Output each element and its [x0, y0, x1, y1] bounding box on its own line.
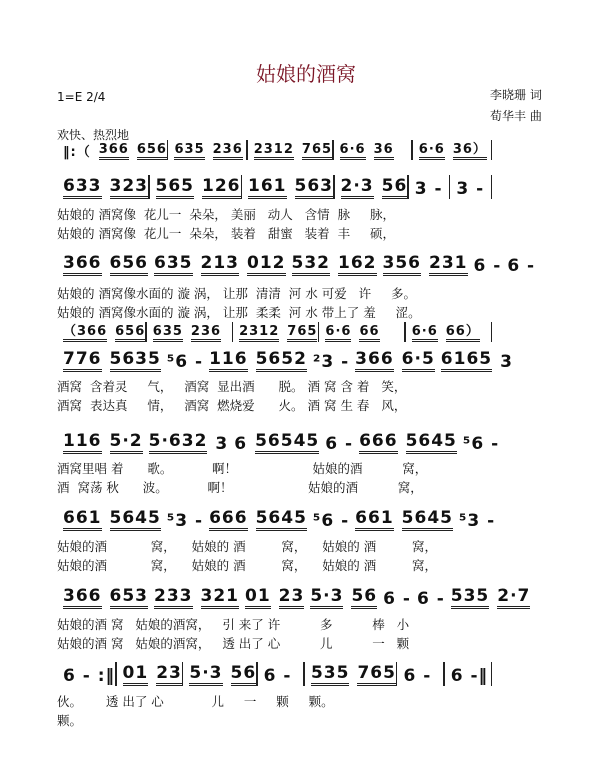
notation-line: [57, 430, 500, 454]
measure: [147, 325, 232, 342]
measure: [242, 178, 333, 199]
measure: [319, 325, 404, 342]
measure: [258, 666, 304, 686]
note-group: 01: [245, 588, 271, 609]
notation-line: [57, 252, 536, 276]
measure: [307, 511, 349, 531]
bar-line: [491, 662, 493, 686]
measure: [57, 510, 161, 531]
note-group: 5645: [406, 433, 457, 454]
note-group: 5·632: [149, 433, 208, 454]
measure: [117, 665, 182, 686]
note-group: 6 -: [263, 666, 292, 686]
note-group: 6 -: [403, 666, 432, 686]
lyric-line: 姑娘的 酒窝像水面的 漩 涡， 让那 清清 河 水 可爱 许 多。: [57, 286, 417, 301]
note-group: 5·3: [189, 665, 222, 686]
notation-line: [57, 175, 492, 199]
note-group: 653: [110, 588, 149, 609]
measure: [148, 255, 286, 276]
note-group: 213: [201, 255, 240, 276]
note-group: 661: [355, 510, 394, 531]
notation-line: [57, 507, 496, 531]
note-group: 6 -: [383, 589, 411, 609]
note-group: 56: [351, 588, 377, 609]
measure: [183, 665, 256, 686]
note-group: 66）: [446, 325, 480, 342]
lyric-line: 姑娘的酒 窝 姑娘的酒窝， 引 来了 许 多 棒 小: [57, 617, 410, 632]
note-group: 56: [382, 178, 408, 199]
time-signature: 2/4: [86, 90, 106, 104]
measure: [57, 141, 167, 160]
measure: [335, 178, 408, 199]
measure: [501, 256, 535, 276]
measure: [409, 179, 449, 199]
note-group: 5645: [110, 510, 161, 531]
note-group: ⁵6 -: [462, 434, 500, 454]
note-group: 6 -: [416, 589, 445, 609]
measure: [203, 510, 307, 531]
measure: [307, 352, 349, 372]
note-group: 236: [213, 143, 243, 160]
measure: [445, 666, 491, 686]
measure: [450, 179, 490, 199]
measure: [233, 325, 318, 342]
note-group: 2·7: [497, 588, 530, 609]
measure: [57, 588, 148, 609]
note-group: 656: [110, 255, 149, 276]
note-group: 6 -‖: [450, 666, 489, 686]
note-group: 656: [137, 143, 167, 160]
note-group: 535: [311, 665, 350, 686]
note-group: 6 - :‖: [63, 666, 116, 686]
key-signature: [57, 90, 105, 104]
measure: [413, 143, 491, 160]
lyric-line: 酒窝 含着灵 气， 酒窝 显出酒 脱。 酒 窝 含 着 笑，: [57, 379, 407, 394]
notation-line: [57, 662, 492, 686]
measure: [305, 665, 396, 686]
measure: [286, 255, 377, 276]
lyric-line: 酒窝里唱 着 歌。 啊！ 姑娘的酒 窝，: [57, 461, 428, 476]
note-group: 6: [234, 434, 248, 454]
note-group: 66: [359, 325, 379, 342]
note-group: 23: [156, 665, 182, 686]
measure: [150, 178, 241, 199]
note-group: 635: [154, 255, 193, 276]
lyric-line: 酒 窝荡 秋 波。 啊！ 姑娘的酒 窝，: [57, 480, 423, 495]
note-group: ⁵3 -: [166, 511, 204, 531]
note-group: 012: [247, 255, 286, 276]
measure: [239, 588, 304, 609]
note-group: ⁵6 -: [166, 352, 204, 372]
measure: [161, 352, 203, 372]
note-group: 36）: [453, 143, 487, 160]
measure: [334, 143, 412, 160]
note-group: 366: [99, 143, 129, 160]
measure: [397, 666, 443, 686]
note-group: （366: [63, 325, 107, 342]
lyric-line: 酒窝 表达真 情， 酒窝 燃烧爱 火。 酒 窝 生 春 风，: [57, 398, 407, 413]
note-group: 565: [156, 178, 195, 199]
note-group: 366: [63, 588, 102, 609]
measure: [57, 666, 115, 686]
measure: [57, 351, 161, 372]
note-group: 5635: [110, 351, 161, 372]
composer: 荀华丰 曲: [490, 109, 542, 123]
note-group: 6 -: [473, 256, 502, 276]
note-group: 6 -: [507, 256, 536, 276]
note-group: 765: [357, 665, 396, 686]
lyric-line: 姑娘的 酒窝像 花儿一 朵朵， 美丽 动人 含情 脉 脉，: [57, 207, 395, 222]
tempo-marking: 欢快、热烈地: [57, 128, 130, 142]
measure: [57, 178, 148, 199]
measure: [435, 351, 513, 372]
measure: [161, 511, 203, 531]
note-group: 6·6: [325, 325, 351, 342]
measure: [228, 433, 319, 454]
measure: [353, 433, 457, 454]
lyric-line: 姑娘的酒 窝， 姑娘的 酒 窝， 姑娘的 酒 窝，: [57, 539, 437, 554]
note-group: 23: [279, 588, 305, 609]
notation-line: [57, 322, 492, 342]
lyric-line: 姑娘的酒 窝 姑娘的酒窝， 透 出了 心 儿 一 颗: [57, 636, 410, 651]
measure: [445, 588, 531, 609]
note-group: 5·2: [110, 433, 143, 454]
measure: [453, 511, 495, 531]
note-group: 01: [123, 665, 149, 686]
note-group: 635: [153, 325, 183, 342]
measure: [457, 434, 499, 454]
measure: [57, 255, 148, 276]
measure: [248, 143, 332, 160]
note-group: 661: [63, 510, 102, 531]
note-group: 5645: [256, 510, 307, 531]
note-group: 116: [209, 351, 248, 372]
notation-line: [57, 348, 513, 372]
lyric-line: 姑娘的 酒窝像 花儿一 朵朵， 装着 甜蜜 装着 丰 硕，: [57, 226, 395, 241]
note-group: ²3 -: [312, 352, 350, 372]
measure: [203, 351, 307, 372]
measure: [319, 434, 353, 454]
measure: [143, 433, 229, 454]
note-group: 6·5: [402, 351, 435, 372]
note-group: 3 -: [456, 179, 485, 199]
note-group: 162: [338, 255, 377, 276]
bar-line: [491, 140, 493, 160]
measure: [57, 433, 143, 454]
note-group: 656: [115, 325, 145, 342]
note-group: 3: [215, 434, 229, 454]
note-group: 5652: [256, 351, 307, 372]
notation-line: [57, 585, 531, 609]
note-group: 321: [201, 588, 240, 609]
note-group: 635: [174, 143, 204, 160]
note-group: ⁵3 -: [458, 511, 496, 531]
note-group: 765: [287, 325, 317, 342]
lyric-line: 伙。 透 出了 心 儿 一 颗 颗。: [57, 694, 334, 709]
measure: [57, 325, 145, 342]
note-group: 776: [63, 351, 102, 372]
note-group: 6·6: [340, 143, 366, 160]
note-group: 3 -: [414, 179, 443, 199]
note-group: 2312: [254, 143, 294, 160]
lyricist: 李晓珊 词: [490, 88, 542, 102]
note-group: 6·6: [419, 143, 445, 160]
note-group: 2312: [239, 325, 279, 342]
note-group: 36: [374, 143, 394, 160]
note-group: 126: [202, 178, 241, 199]
note-group: 5645: [402, 510, 453, 531]
note-group: ‖:（: [63, 145, 91, 160]
key: 1=E: [57, 90, 83, 104]
note-group: 56: [231, 665, 257, 686]
note-group: 535: [451, 588, 490, 609]
note-group: 366: [355, 351, 394, 372]
measure: [349, 351, 435, 372]
measure: [148, 588, 239, 609]
note-group: 633: [63, 178, 102, 199]
note-group: 233: [154, 588, 193, 609]
note-group: 6 -: [325, 434, 354, 454]
measure: [349, 510, 453, 531]
note-group: 2·3: [341, 178, 374, 199]
measure: [377, 255, 468, 276]
note-group: 6·6: [412, 325, 438, 342]
lyric-line: 颗。: [57, 713, 83, 728]
note-group: 236: [191, 325, 221, 342]
note-group: 56545: [255, 433, 319, 454]
bar-line: [491, 322, 493, 342]
bar-line: [491, 175, 493, 199]
lyric-line: 姑娘的 酒窝像水面的 漩 涡， 让那 柔柔 河 水 带上了 羞 涩。: [57, 305, 421, 320]
note-group: 366: [63, 255, 102, 276]
note-group: 323: [110, 178, 149, 199]
song-title: 姑娘的酒窝: [256, 62, 356, 86]
measure: [406, 325, 491, 342]
note-group: 356: [383, 255, 422, 276]
note-group: 666: [359, 433, 398, 454]
lyric-line: 姑娘的酒 窝， 姑娘的 酒 窝， 姑娘的 酒 窝，: [57, 558, 437, 573]
measure: [304, 588, 377, 609]
measure: [468, 256, 502, 276]
note-group: ⁵6 -: [312, 511, 350, 531]
note-group: 116: [63, 433, 102, 454]
measure: [168, 143, 246, 160]
note-group: 231: [429, 255, 468, 276]
measure: [377, 589, 411, 609]
note-group: 6165: [441, 351, 492, 372]
measure: [411, 589, 445, 609]
note-group: 666: [209, 510, 248, 531]
note-group: 3: [500, 352, 513, 372]
note-group: 5·3: [310, 588, 343, 609]
note-group: 161: [248, 178, 287, 199]
note-group: 765: [302, 143, 332, 160]
note-group: 532: [292, 255, 331, 276]
note-group: 563: [295, 178, 334, 199]
notation-line: [57, 140, 492, 160]
